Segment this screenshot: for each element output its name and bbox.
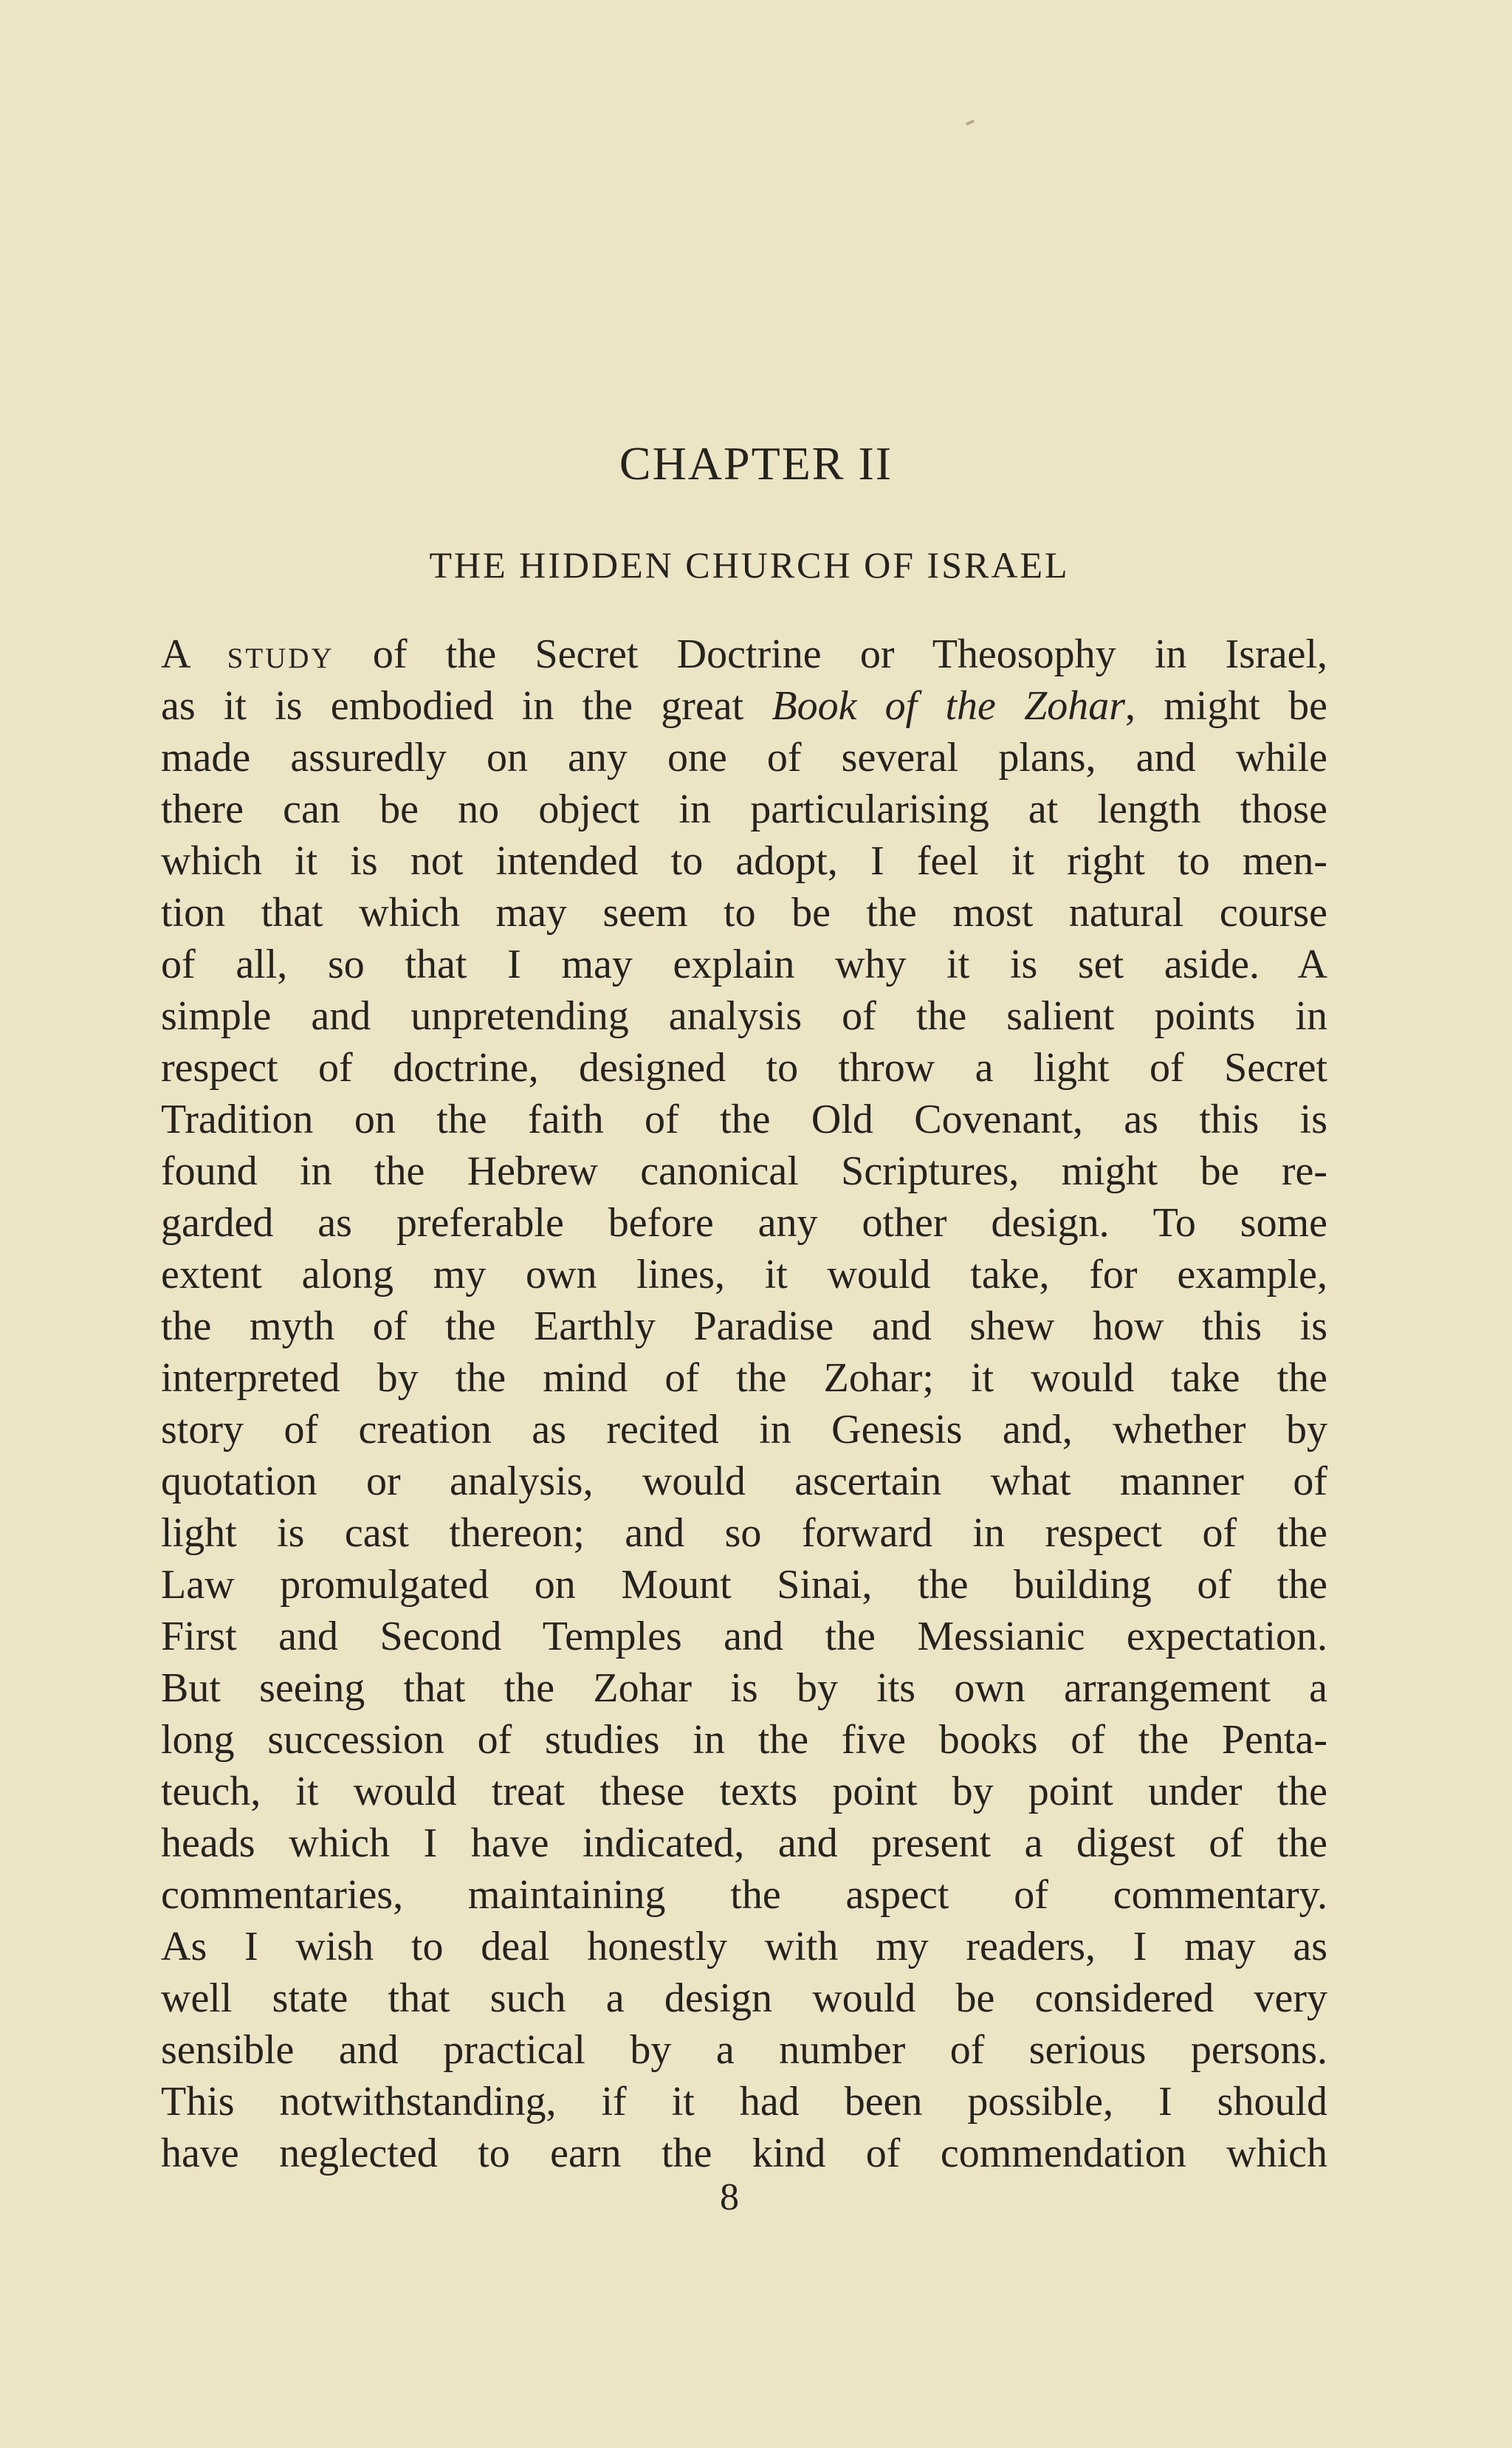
text-line: of all, so that I may explain why it is set aside. A [161,942,1327,987]
text-line: there can be no object in particularising at length those [161,786,1327,832]
text-line [161,628,1327,680]
text-line: commentaries, maintaining the aspect of commentary. [161,1872,1327,1918]
text-line: respect of doctrine, designed to throw a light of Secret [161,1045,1327,1091]
text-line-start: as it is embodied in the great [161,683,744,729]
page-number: 8 [720,2176,739,2218]
chapter-title: THE HIDDEN CHURCH OF ISRAEL [429,544,1070,586]
opening-word: A [161,631,189,677]
text-line: sensible and practical by a number of serious persons. [161,2027,1327,2073]
text-line: which it is not intended to adopt, I feel it right to men- [161,838,1327,884]
text-line: simple and unpretending analysis of the salient points in [161,993,1327,1039]
text-line-rest: of the Secret Doctrine or Theosophy in Israel, [372,631,1328,677]
text-line: light is cast thereon; and so forward in respect of the [161,1510,1327,1556]
text-line: heads which I have indicated, and present a digest of the [161,1820,1327,1866]
body-text [161,628,1327,2179]
text-line: have neglected to earn the kind of commendation which [161,2130,1327,2176]
text-line: tion that which may seem to be the most natural course [161,890,1327,936]
text-line: quotation or analysis, would ascertain what manner of [161,1458,1327,1504]
text-line: story of creation as recited in Genesis and, whether by [161,1407,1327,1453]
text-line: teuch, it would treat these texts point by point under the [161,1769,1327,1814]
text-line: First and Second Temples and the Messianic expectation. [161,1614,1327,1659]
text-line: long succession of studies in the five books of the Penta- [161,1717,1327,1763]
text-line: found in the Hebrew canonical Scriptures, might be re- [161,1148,1327,1194]
text-line: made assuredly on any one of several plans, and while [161,735,1327,781]
text-line: garded as preferable before any other design. To some [161,1200,1327,1246]
text-line-end: , might be [1125,683,1328,729]
text-line: Law promulgated on Mount Sinai, the building of the [161,1562,1327,1608]
text-line [161,680,1327,732]
opening-smallcaps: study [227,631,334,677]
book-title: Book of the Zohar [772,683,1126,729]
text-line: the myth of the Earthly Paradise and shew how this is [161,1303,1327,1349]
text-line: extent along my own lines, it would take, for example, [161,1252,1327,1297]
text-line: This notwithstanding, if it had been possible, I should [161,2079,1327,2125]
paper-speck [966,120,975,126]
chapter-heading: CHAPTER II [619,437,893,490]
text-line: But seeing that the Zohar is by its own arrangement a [161,1665,1327,1711]
text-line: Tradition on the faith of the Old Covenant, as this is [161,1097,1327,1142]
text-line: As I wish to deal honestly with my readers, I may as [161,1924,1327,1969]
text-line: well state that such a design would be considered very [161,1975,1327,2021]
text-line: interpreted by the mind of the Zohar; it would take the [161,1355,1327,1401]
